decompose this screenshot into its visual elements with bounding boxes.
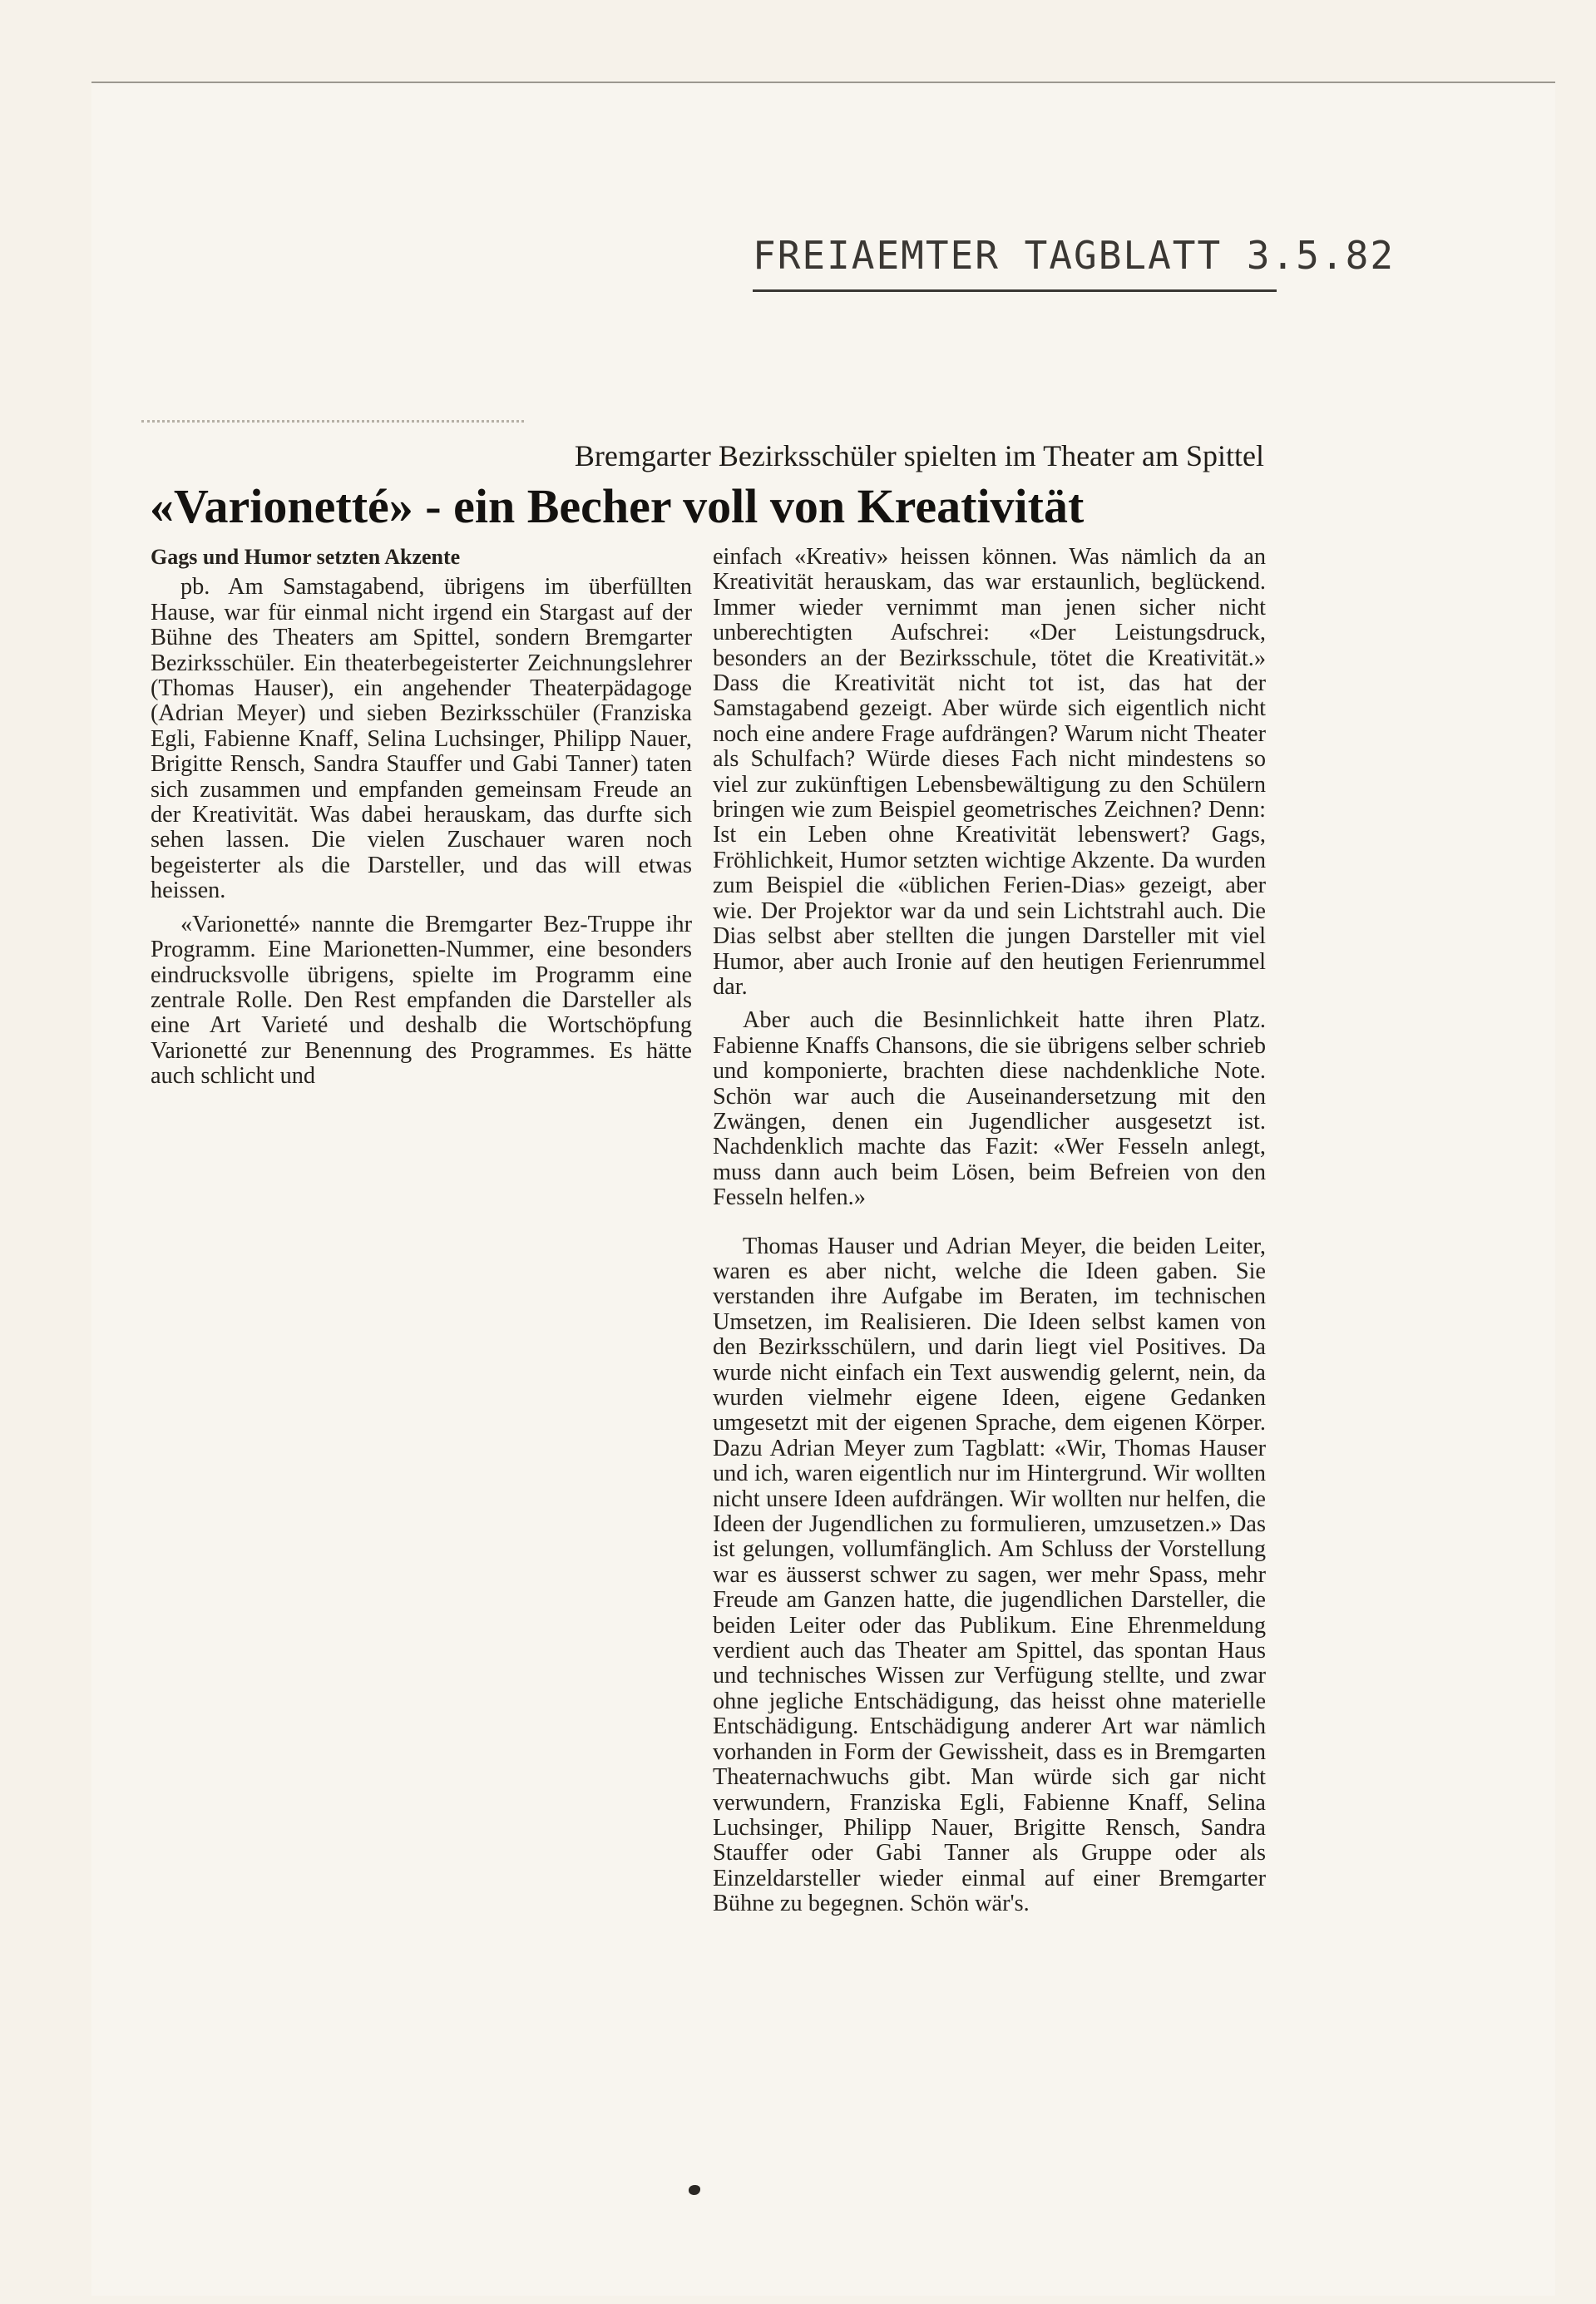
- article-column-left: [151, 545, 692, 1090]
- article-paragraph: einfach «Kreativ» heissen können. Was nämlich da an Kreativität herauskam, das war erstaunlich, beglückend. Immer wieder vernimmt man jenen sicher nicht unberechtigten Aufschrei: «Der Leistungsdruck, besonders an der Bezirksschule, tötet die Kreativität.» Dass die Kreativität nicht tot ist, das hat der Samstagabend gezeigt. Aber würde sich eigentlich nicht noch eine andere Frage aufdrängen? Warum nicht Theater als Schulfach? Würde dieses Fach nicht mindestens so viel zur zukünftigen Lebensbewältigung zu den Schülern bringen wie zum Beispiel geometrisches Zeichnen? Denn: Ist ein Leben ohne Kreativität lebenswert? Gags, Fröhlichkeit, Humor setzten wichtige Akzente. Da wurden zum Beispiel die «üblichen Ferien-Dias» gezeigt, aber wie. Der Projektor war da und sein Lichtstrahl auch. Die Dias selbst aber stellten die jungen Darsteller mit viel Humor, aber auch Ironie auf den heutigen Ferienrummel dar.: [713, 544, 1266, 1000]
- source-stamp: FREIAEMTER TAGBLATT 3.5.82: [753, 233, 1277, 292]
- article-paragraph: Thomas Hauser und Adrian Meyer, die beiden Leiter, waren es aber nicht, welche die Ideen gaben. Sie verstanden ihre Aufgabe im Beraten, im technischen Umsetzen, im Realisieren. Die Ideen selbst kamen von den Bezirksschülern, und darin liegt viel Positives. Da wurde nicht einfach ein Text auswendig gelernt, nein, da wurden vielmehr eigene Ideen, eigene Gedanken umgesetzt mit der eigenen Sprache, dem eigenen Körper. Dazu Adrian Meyer zum Tagblatt: «Wir, Thomas Hauser und ich, waren eigentlich nur im Hintergrund. Wir wollten nicht unsere Ideen aufdrängen. Wir wollten nur helfen, die Ideen der Jugendlichen zu formulieren, umzusetzen.» Das ist gelungen, vollumfänglich. Am Schluss der Vorstellung war es äusserst schwer zu sagen, wer mehr Spass, mehr Freude am Ganzen hatte, die jugendlichen Darsteller, die beiden Leiter oder das Publikum. Eine Ehrenmeldung verdient auch das Theater am Spittel, das spontan Haus und technisches Wissen zur Verfügung stellte, und zwar ohne jegliche Entschädigung, das heisst ohne materielle Entschädigung. Entschädigung anderer Art war nämlich vorhanden in Form der Gewissheit, dass es in Bremgarten Theaternachwuchs gibt. Man würde sich gar nicht verwundern, Franziska Egli, Fabienne Knaff, Selina Luchsinger, Philipp Nauer, Brigitte Rensch, Sandra Stauffer oder Gabi Tanner als Gruppe oder als Einzeldarsteller wieder einmal auf einer Bremgarter Bühne zu begegnen. Schön wär's.: [713, 1233, 1266, 1917]
- article-headline: «Varionetté» - ein Becher voll von Kreativität: [150, 479, 1085, 533]
- article-paragraph: Aber auch die Besinnlichkeit hatte ihren Platz. Fabienne Knaffs Chansons, die sie übrigens selber schrieb und komponierte, brachten diese nachdenkliche Note. Schön war auch die Auseinandersetzung mit den Zwängen, denen ein Jugendlicher ausgesetzt ist. Nachdenklich machte das Fazit: «Wer Fesseln anlegt, muss dann auch beim Lösen, beim Befreien von den Fesseln helfen.»: [713, 1007, 1266, 1211]
- article-column-right: [713, 545, 1266, 1917]
- article-paragraph: «Varionetté» nannte die Bremgarter Bez-Truppe ihr Programm. Eine Marionetten-Nummer, eine besonders eindrucksvolle übrigens, spielte im Programm eine zentrale Rolle. Den Rest empfanden die Darsteller als eine Art Varieté und deshalb die Wortschöpfung Varionetté zur Benennung des Programmes. Es hätte auch schlicht und: [151, 911, 692, 1090]
- article-subhead: Gags und Humor setzten Akzente: [151, 545, 461, 569]
- article-paragraph: pb. Am Samstagabend, übrigens im überfüllten Hause, war für einmal nicht irgend ein Stargast auf der Bühne des Theaters am Spittel, sondern Bremgarter Bezirksschüler. Ein theaterbegeisterter Zeichnungslehrer (Thomas Hauser), ein angehender Theaterpädagoge (Adrian Meyer) und sieben Bezirksschüler (Franziska Egli, Fabienne Knaff, Selina Luchsinger, Philipp Nauer, Brigitte Rensch, Sandra Stauffer und Gabi Tanner) taten sich zusammen und empfanden gemeinsam Freude an der Kreativität. Was dabei herauskam, das durfte sich sehen lassen. Die vielen Zuschauer waren noch begeisterter als die Darsteller, und das will etwas heissen.: [151, 574, 692, 904]
- article-kicker: Bremgarter Bezirksschüler spielten im Theater am Spittel: [574, 439, 1264, 472]
- ink-scratch-mark: [141, 420, 524, 438]
